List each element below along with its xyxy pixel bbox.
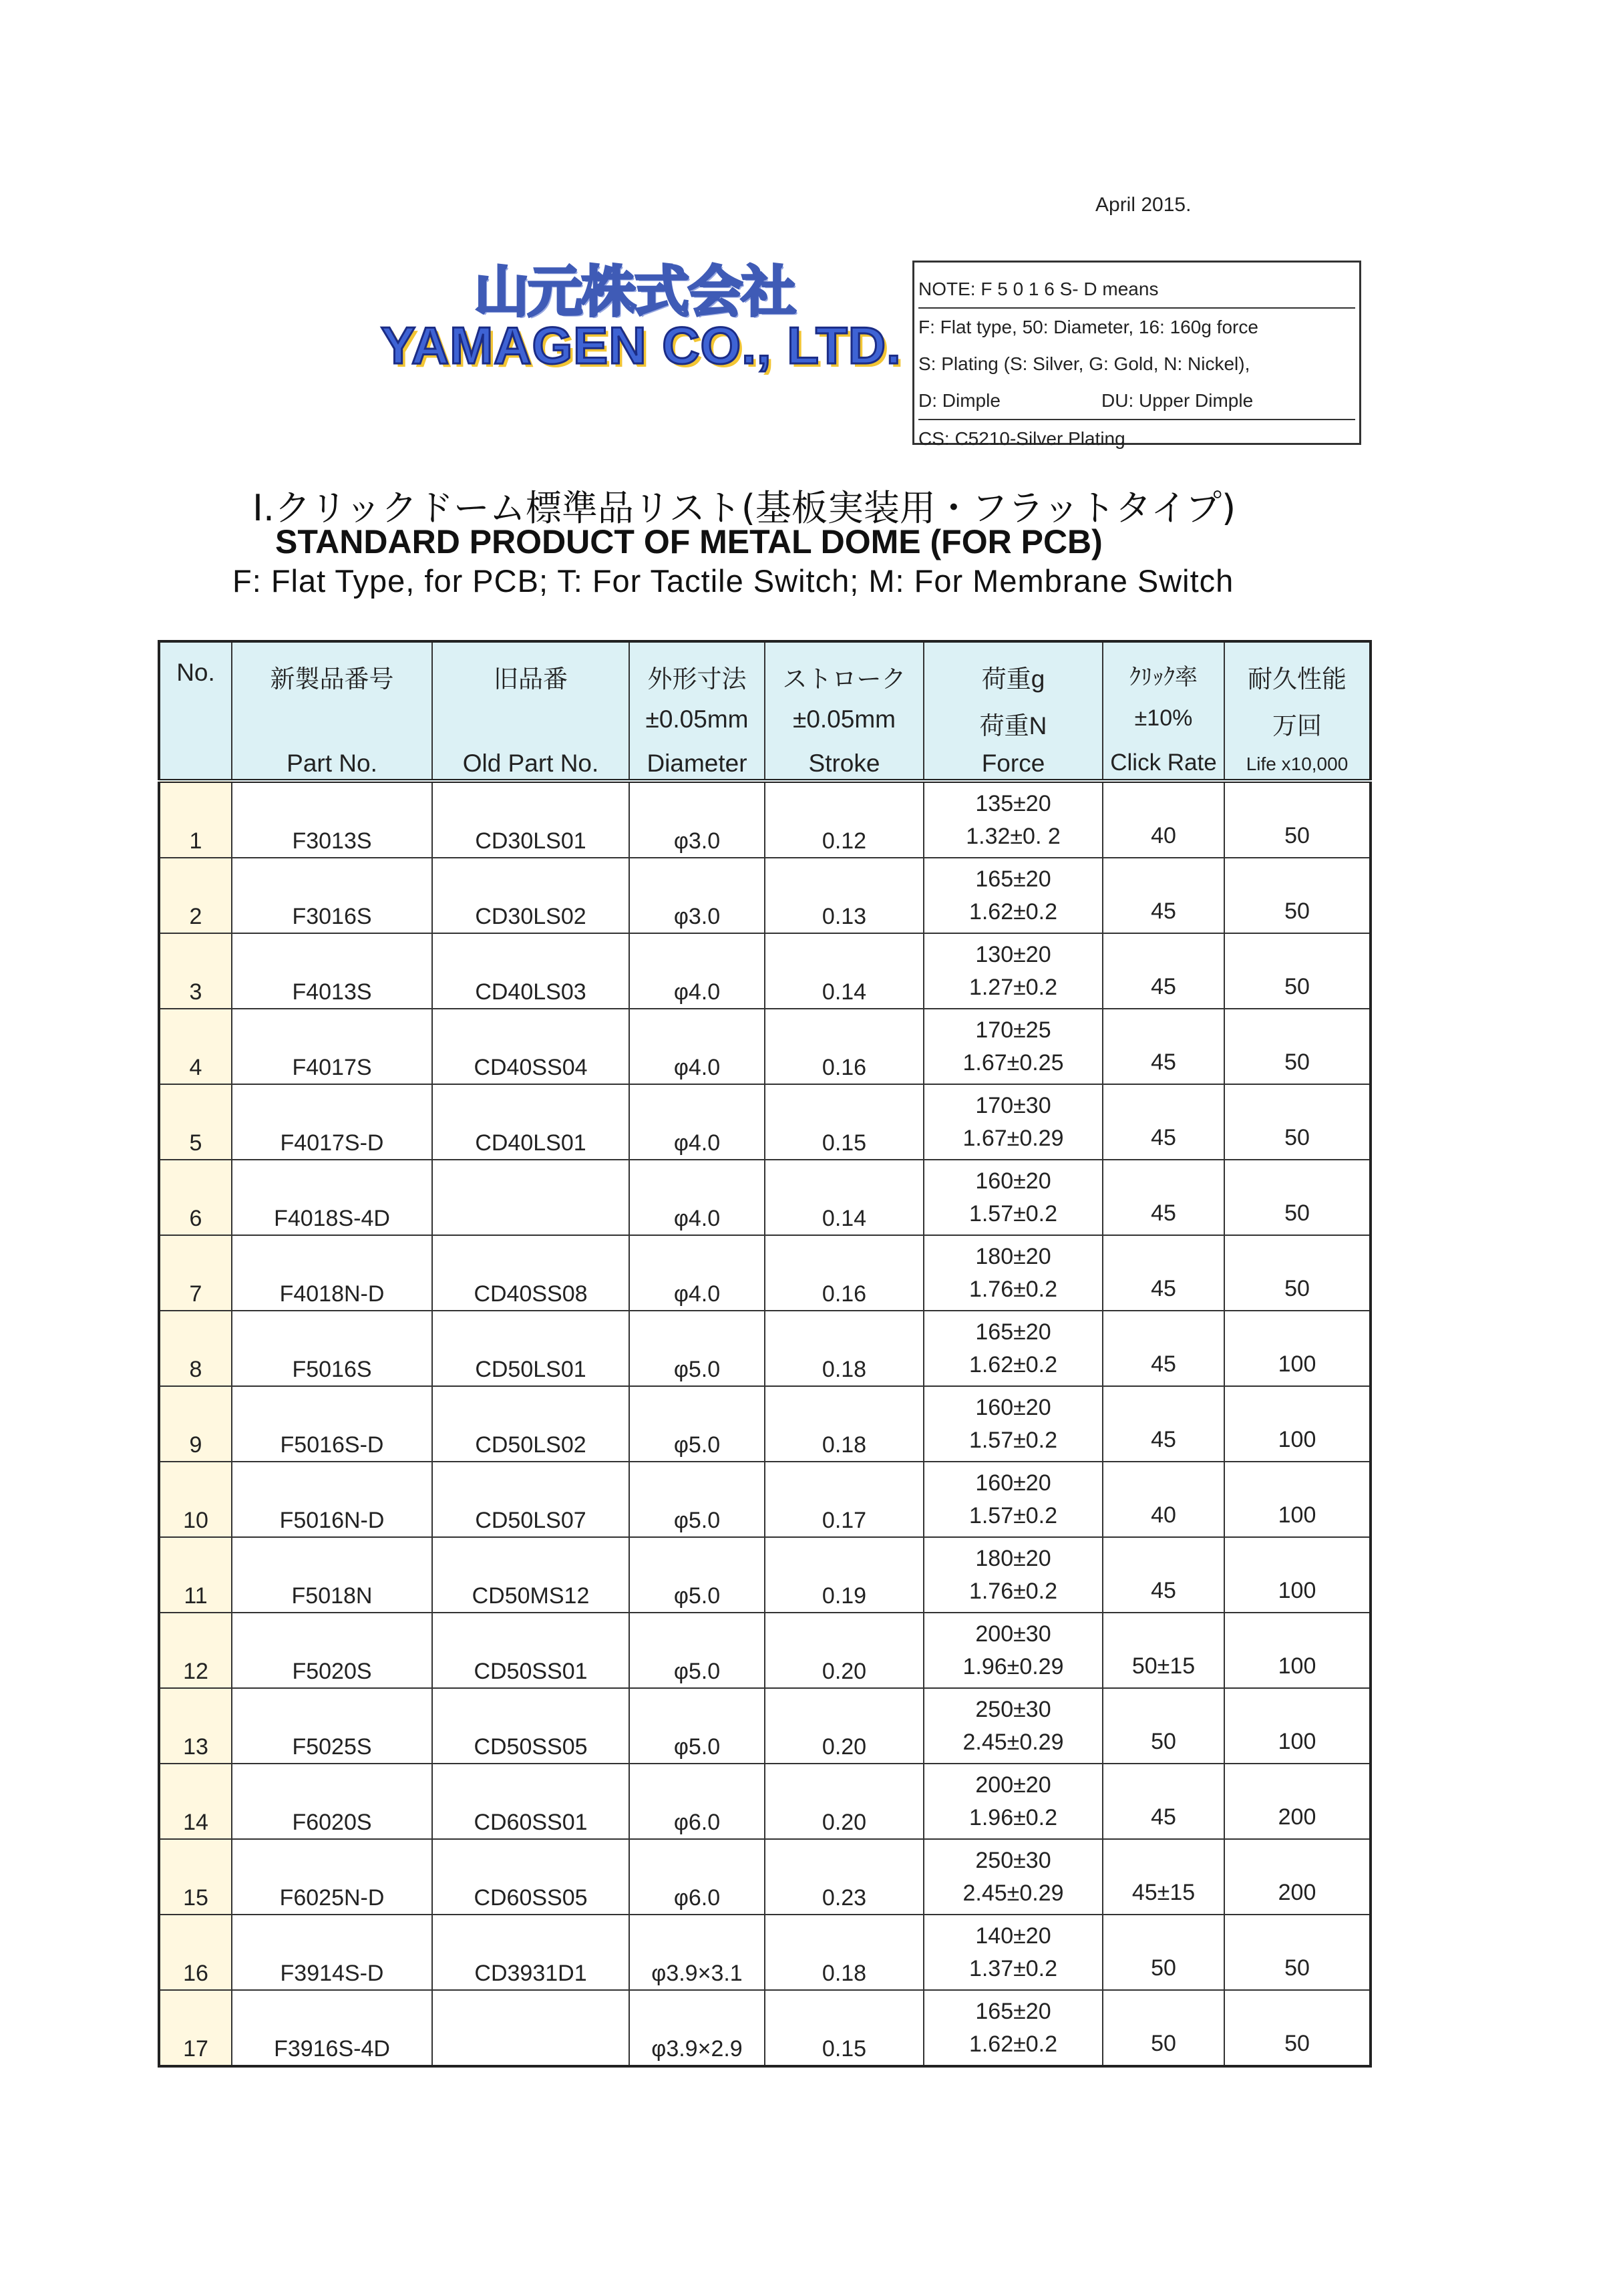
cell-stroke: 0.20: [765, 1613, 924, 1688]
cell-life: 50: [1224, 781, 1371, 858]
header-life-l3: Life x10,000: [1246, 754, 1349, 774]
cell-diameter: φ6.0: [629, 1764, 765, 1839]
cell-force-newtons: 1.76±0.2: [968, 1578, 1058, 1604]
cell-force: [924, 1839, 1103, 1915]
cell-diameter: φ4.0: [629, 1009, 765, 1084]
cell-force: [924, 858, 1103, 933]
cell-old-part-no: [432, 1990, 629, 2066]
cell-click-rate: 45: [1103, 1386, 1224, 1462]
note-line-2: F: Flat type, 50: Diameter, 16: 160g force: [918, 317, 1258, 337]
cell-force-grams: 165±20: [975, 1319, 1051, 1345]
cell-stroke: 0.12: [765, 781, 924, 858]
table-row: [159, 1462, 1371, 1537]
cell-click-rate: 45: [1103, 858, 1224, 933]
cell-part-no: F5020S: [232, 1613, 432, 1688]
table-row: [159, 1311, 1371, 1386]
cell-force-newtons: 1.57±0.2: [968, 1427, 1058, 1453]
cell-part-no: F4017S-D: [232, 1084, 432, 1160]
cell-no: 15: [159, 1839, 232, 1915]
cell-force: [924, 1613, 1103, 1688]
cell-force-newtons: 1.62±0.2: [968, 1351, 1058, 1377]
product-table: [158, 640, 1372, 2068]
table-row: [159, 1009, 1371, 1084]
cell-life: 200: [1224, 1764, 1371, 1839]
cell-no: 9: [159, 1386, 232, 1462]
cell-stroke: 0.16: [765, 1235, 924, 1311]
header-diam-l1: 外形寸法: [647, 665, 747, 693]
cell-force-grams: 170±25: [975, 1017, 1051, 1043]
cell-force-grams: 200±20: [975, 1772, 1051, 1798]
cell-force: [924, 1084, 1103, 1160]
cell-no: 4: [159, 1009, 232, 1084]
cell-old-part-no: CD40LS01: [432, 1084, 629, 1160]
cell-force-grams: 250±30: [975, 1696, 1051, 1722]
cell-force-newtons: 1.27±0.2: [968, 974, 1058, 1000]
cell-old-part-no: CD50LS02: [432, 1386, 629, 1462]
cell-force: [924, 933, 1103, 1009]
table-row: [159, 1990, 1371, 2066]
cell-force: [924, 1386, 1103, 1462]
cell-part-no: F5016S-D: [232, 1386, 432, 1462]
header-stroke-l2: ±0.05mm: [793, 705, 896, 733]
header-life-l2: 万回: [1272, 712, 1322, 740]
cell-force: [924, 1462, 1103, 1537]
cell-life: 100: [1224, 1311, 1371, 1386]
cell-life: 50: [1224, 1915, 1371, 1990]
cell-old-part-no: CD50SS05: [432, 1688, 629, 1764]
header-part-no: [232, 641, 432, 781]
cell-force-newtons: 1.32±0. 2: [966, 823, 1061, 849]
document-date: April 2015.: [1095, 194, 1192, 216]
cell-part-no: F4018S-4D: [232, 1160, 432, 1235]
header-old-part-no: [432, 641, 629, 781]
cell-part-no: F5025S: [232, 1688, 432, 1764]
cell-click-rate: 45±15: [1103, 1839, 1224, 1915]
cell-force: [924, 1764, 1103, 1839]
cell-click-rate: 45: [1103, 1009, 1224, 1084]
cell-stroke: 0.14: [765, 933, 924, 1009]
cell-part-no: F5018N: [232, 1537, 432, 1613]
cell-force-grams: 180±20: [975, 1243, 1051, 1269]
cell-force: [924, 781, 1103, 858]
table-row: [159, 1537, 1371, 1613]
table-body: [159, 781, 1371, 2066]
header-force-l1: 荷重g: [981, 665, 1045, 693]
cell-force-newtons: 1.76±0.2: [968, 1276, 1058, 1302]
cell-old-part-no: CD50SS01: [432, 1613, 629, 1688]
cell-diameter: φ3.9×3.1: [629, 1915, 765, 1990]
header-stroke-l3: Stroke: [808, 750, 880, 777]
header-click-l2: ±10%: [1134, 705, 1193, 731]
cell-force-newtons: 1.96±0.2: [968, 1804, 1058, 1830]
cell-click-rate: 50: [1103, 1688, 1224, 1764]
cell-diameter: φ5.0: [629, 1688, 765, 1764]
cell-stroke: 0.19: [765, 1537, 924, 1613]
cell-life: 100: [1224, 1537, 1371, 1613]
cell-force: [924, 1009, 1103, 1084]
cell-force-newtons: 2.45±0.29: [962, 1729, 1064, 1755]
cell-force-newtons: 1.67±0.25: [962, 1049, 1064, 1076]
product-table-wrapper: [158, 640, 1369, 2068]
cell-no: 13: [159, 1688, 232, 1764]
cell-old-part-no: CD50LS07: [432, 1462, 629, 1537]
cell-diameter: φ5.0: [629, 1462, 765, 1537]
header-part-l1: 新製品番号: [270, 665, 394, 693]
cell-click-rate: 45: [1103, 1537, 1224, 1613]
note-line-1: NOTE: F 5 0 1 6 S- D means: [918, 271, 1355, 309]
cell-click-rate: 40: [1103, 781, 1224, 858]
cell-life: 50: [1224, 1009, 1371, 1084]
cell-no: 1: [159, 781, 232, 858]
cell-part-no: F4017S: [232, 1009, 432, 1084]
cell-click-rate: 45: [1103, 933, 1224, 1009]
cell-force-newtons: 1.57±0.2: [968, 1502, 1058, 1528]
cell-click-rate: 45: [1103, 1160, 1224, 1235]
header-force: [924, 641, 1103, 781]
cell-stroke: 0.13: [765, 858, 924, 933]
cell-part-no: F5016S: [232, 1311, 432, 1386]
cell-no: 6: [159, 1160, 232, 1235]
cell-life: 50: [1224, 1235, 1371, 1311]
cell-part-no: F3916S-4D: [232, 1990, 432, 2066]
cell-diameter: φ6.0: [629, 1839, 765, 1915]
table-header-row: [159, 641, 1371, 781]
cell-diameter: φ3.0: [629, 781, 765, 858]
company-logo: [381, 249, 902, 389]
table-row: [159, 933, 1371, 1009]
cell-diameter: φ4.0: [629, 1235, 765, 1311]
cell-force-newtons: 1.67±0.29: [962, 1125, 1064, 1151]
note-line-3: S: Plating (S: Silver, G: Gold, N: Nickel),: [918, 353, 1250, 374]
cell-no: 10: [159, 1462, 232, 1537]
cell-part-no: F6020S: [232, 1764, 432, 1839]
cell-no: 12: [159, 1613, 232, 1688]
cell-click-rate: 45: [1103, 1764, 1224, 1839]
cell-force-newtons: 1.37±0.2: [968, 1955, 1058, 1981]
cell-force: [924, 1235, 1103, 1311]
cell-part-no: F6025N-D: [232, 1839, 432, 1915]
header-force-l3: Force: [981, 750, 1045, 777]
cell-old-part-no: CD50LS01: [432, 1311, 629, 1386]
cell-life: 100: [1224, 1386, 1371, 1462]
cell-no: 16: [159, 1915, 232, 1990]
table-row: [159, 858, 1371, 933]
cell-force-grams: 165±20: [975, 866, 1051, 892]
cell-click-rate: 45: [1103, 1311, 1224, 1386]
header-life: [1224, 641, 1371, 781]
cell-stroke: 0.18: [765, 1311, 924, 1386]
cell-old-part-no: CD50MS12: [432, 1537, 629, 1613]
cell-life: 100: [1224, 1688, 1371, 1764]
header-part-l3: Part No.: [287, 750, 377, 777]
header-diameter: [629, 641, 765, 781]
cell-stroke: 0.20: [765, 1688, 924, 1764]
cell-force-grams: 160±20: [975, 1470, 1051, 1496]
cell-no: 17: [159, 1990, 232, 2066]
cell-force-grams: 160±20: [975, 1394, 1051, 1420]
cell-old-part-no: CD30LS02: [432, 858, 629, 933]
part-number-note-box: [912, 261, 1361, 449]
cell-force: [924, 1990, 1103, 2066]
cell-life: 200: [1224, 1839, 1371, 1915]
cell-stroke: 0.15: [765, 1084, 924, 1160]
cell-old-part-no: CD60SS05: [432, 1839, 629, 1915]
cell-force-grams: 130±20: [975, 941, 1051, 967]
header-life-l1: 耐久性能: [1248, 665, 1347, 693]
cell-force-grams: 170±30: [975, 1092, 1051, 1118]
title-subtitle: F: Flat Type, for PCB; T: For Tactile Switch; M: For Membrane Switch: [232, 563, 1234, 599]
note-upper-dimple: DU: Upper Dimple: [1101, 390, 1254, 411]
cell-force-grams: 200±30: [975, 1621, 1051, 1647]
logo-japanese-text: 山元株式会社: [474, 261, 795, 324]
cell-click-rate: 45: [1103, 1084, 1224, 1160]
header-stroke: [765, 641, 924, 781]
table-row: [159, 1386, 1371, 1462]
cell-life: 50: [1224, 1084, 1371, 1160]
cell-diameter: φ4.0: [629, 1084, 765, 1160]
cell-old-part-no: CD60SS01: [432, 1764, 629, 1839]
cell-stroke: 0.18: [765, 1386, 924, 1462]
cell-life: 100: [1224, 1462, 1371, 1537]
cell-part-no: F3016S: [232, 858, 432, 933]
cell-force-grams: 250±30: [975, 1847, 1051, 1873]
cell-force: [924, 1688, 1103, 1764]
title-japanese: Ⅰ.クリックドーム標準品リスト(基板実装用・フラットタイプ): [252, 487, 1236, 529]
cell-force-newtons: 1.62±0.2: [968, 898, 1058, 925]
note-dimple: D: Dimple: [918, 390, 1001, 411]
cell-force-grams: 160±20: [975, 1168, 1051, 1194]
cell-life: 50: [1224, 1990, 1371, 2066]
cell-click-rate: 50: [1103, 1990, 1224, 2066]
cell-click-rate: 50±15: [1103, 1613, 1224, 1688]
cell-life: 50: [1224, 933, 1371, 1009]
header-click-l3: Click Rate: [1110, 750, 1217, 776]
cell-no: 14: [159, 1764, 232, 1839]
cell-no: 8: [159, 1311, 232, 1386]
cell-diameter: φ5.0: [629, 1311, 765, 1386]
cell-force: [924, 1160, 1103, 1235]
cell-stroke: 0.14: [765, 1160, 924, 1235]
cell-part-no: F4018N-D: [232, 1235, 432, 1311]
cell-force-grams: 180±20: [975, 1545, 1051, 1571]
cell-click-rate: 50: [1103, 1915, 1224, 1990]
note-line-4: [918, 382, 1355, 419]
cell-force-newtons: 2.45±0.29: [962, 1880, 1064, 1906]
cell-diameter: φ3.9×2.9: [629, 1990, 765, 2066]
cell-force: [924, 1915, 1103, 1990]
table-row: [159, 1235, 1371, 1311]
cell-old-part-no: [432, 1160, 629, 1235]
cell-click-rate: 40: [1103, 1462, 1224, 1537]
cell-old-part-no: CD40SS08: [432, 1235, 629, 1311]
cell-no: 7: [159, 1235, 232, 1311]
cell-click-rate: 45: [1103, 1235, 1224, 1311]
header-old-l3: Old Part No.: [462, 750, 599, 777]
cell-stroke: 0.20: [765, 1764, 924, 1839]
cell-part-no: F4013S: [232, 933, 432, 1009]
cell-stroke: 0.16: [765, 1009, 924, 1084]
cell-stroke: 0.17: [765, 1462, 924, 1537]
note-line-5: CS: C5210-Silver Plating: [918, 419, 1355, 457]
table-row: [159, 1688, 1371, 1764]
cell-force-newtons: 1.62±0.2: [968, 2031, 1058, 2057]
cell-part-no: F5016N-D: [232, 1462, 432, 1537]
logo-english-text: YAMAGEN CO., LTD.: [381, 316, 902, 375]
header-no: [159, 641, 232, 781]
cell-diameter: φ4.0: [629, 1160, 765, 1235]
cell-force-newtons: 1.96±0.29: [962, 1653, 1064, 1679]
cell-old-part-no: CD3931D1: [432, 1915, 629, 1990]
cell-force-grams: 140±20: [975, 1923, 1051, 1949]
cell-life: 50: [1224, 858, 1371, 933]
header-diam-l3: Diameter: [647, 750, 747, 777]
table-row: [159, 781, 1371, 858]
header-diam-l2: ±0.05mm: [645, 705, 749, 733]
cell-force-grams: 165±20: [975, 1998, 1051, 2024]
cell-diameter: φ4.0: [629, 933, 765, 1009]
table-row: [159, 1160, 1371, 1235]
cell-force: [924, 1537, 1103, 1613]
cell-no: 5: [159, 1084, 232, 1160]
cell-stroke: 0.15: [765, 1990, 924, 2066]
header-click-l1: ｸﾘｯｸ率: [1129, 665, 1198, 690]
cell-diameter: φ5.0: [629, 1537, 765, 1613]
cell-old-part-no: CD30LS01: [432, 781, 629, 858]
cell-diameter: φ3.0: [629, 858, 765, 933]
table-row: [159, 1613, 1371, 1688]
cell-force-newtons: 1.57±0.2: [968, 1200, 1058, 1226]
title-english: STANDARD PRODUCT OF METAL DOME (FOR PCB): [275, 523, 1103, 560]
cell-life: 50: [1224, 1160, 1371, 1235]
cell-stroke: 0.23: [765, 1839, 924, 1915]
header-stroke-l1: ストローク: [782, 665, 906, 693]
cell-force: [924, 1311, 1103, 1386]
cell-part-no: F3013S: [232, 781, 432, 858]
table-row: [159, 1839, 1371, 1915]
cell-old-part-no: CD40LS03: [432, 933, 629, 1009]
table-row: [159, 1764, 1371, 1839]
cell-part-no: F3914S-D: [232, 1915, 432, 1990]
cell-no: 2: [159, 858, 232, 933]
cell-no: 11: [159, 1537, 232, 1613]
header-no-l1: No.: [176, 659, 215, 686]
table-row: [159, 1915, 1371, 1990]
cell-no: 3: [159, 933, 232, 1009]
cell-stroke: 0.18: [765, 1915, 924, 1990]
cell-force-grams: 135±20: [975, 790, 1051, 816]
table-row: [159, 1084, 1371, 1160]
cell-old-part-no: CD40SS04: [432, 1009, 629, 1084]
cell-diameter: φ5.0: [629, 1613, 765, 1688]
header-old-l1: 旧品番: [494, 665, 568, 693]
header-force-l2: 荷重N: [979, 712, 1047, 740]
cell-life: 100: [1224, 1613, 1371, 1688]
header-click-rate: [1103, 641, 1224, 781]
cell-diameter: φ5.0: [629, 1386, 765, 1462]
